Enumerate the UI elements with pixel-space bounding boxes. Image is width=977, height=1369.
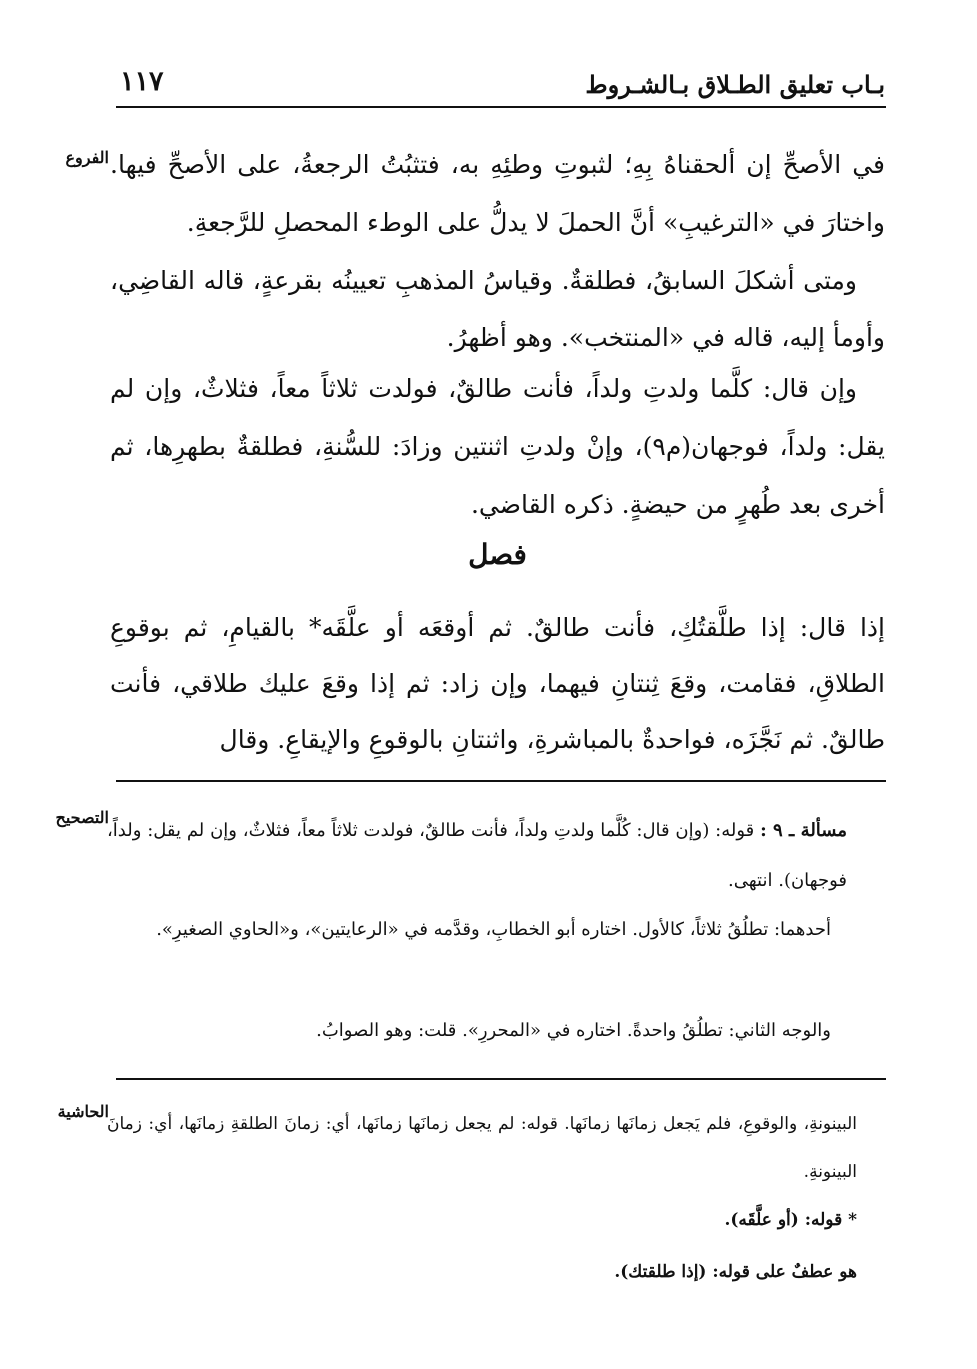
chapter-title: بـاب تعليق الطـلاق بـالشـروط [585, 70, 885, 99]
section-heading: فصل [468, 538, 527, 571]
header-divider [116, 106, 886, 108]
tashih-quote: قوله: (وإن قال: كُلَّما ولدتِ ولداً، فأنت طالقٌ، فولدت ثلاثاً معاً، فثلاثٌ، وإن لم يقل: ولداً، فوجهان). انتهى. [107, 820, 847, 891]
page-number: ١١٧ [120, 66, 164, 97]
label-hashiya: الحاشية [57, 1102, 109, 1121]
tashih-block-1 [107, 806, 847, 906]
label-furu: الفروع [65, 148, 109, 167]
tashih-line-1 [107, 806, 847, 906]
footnote-divider-2 [116, 1078, 886, 1080]
main-text-block-3 [110, 360, 885, 534]
hashiya-block-1 [107, 1100, 857, 1196]
hashiya-block-3 [107, 1252, 857, 1292]
main-paragraph-2: ومتى أشكلَ السابقُ، فطلقةٌ. وقياسُ المذهبِ تعيينُه بقرعةٍ، قاله القاضِي، وأومأ إليه، قاله في «المنتخب». وهو أظهرُ. [110, 266, 885, 352]
main-paragraph-4: إذا قال: إذا طلَّقتُكِ، فأنت طالقٌ. ثم أوقعَه أو علَّقَه* بالقيامِ، ثم بوقوعِ الطلاقِ، فقامت، وقعَ ثِنتانِ فيهما، وإن زاد: ثم إذا وقعَ عليك طلاقي، فأنت طالقٌ. ثم نَجَّزَه، فواحدةٌ بالمباشرةِ، واثنتانِ بالوقوعِ والإيقاعِ. وقال [110, 613, 885, 754]
footnote-divider-1 [116, 780, 886, 782]
tashih-issue-number: مسألة ـ ٩ : [760, 820, 847, 841]
main-paragraph-1: في الأصحِّ إن ألحقناهُ بِهِ؛ لثبوتِ وطئِهِ به، فتثبُتُ الرجعةُ، على الأصحِّ فيها. واختارَ في «الترغيبِ» أنَّ الحملَ لا يدلُّ على الوطء المحصلِ للرَّجعةِ. [110, 150, 885, 237]
main-paragraph-3: وإن قال: كلَّما ولدتِ ولداً، فأنت طالقٌ، فولدت ثلاثاً معاً، فثلاثٌ، وإن لم يقل: ولداً، فوجهان(م٩)، وإنْ ولدتِ اثنتين وزادَ: للسُّنةِ، فطلقةٌ بطهرِها، ثم أخرى بعد طُهرٍ من حيضةٍ. ذكره القاضي. [110, 374, 885, 519]
tashih-line-2: أحدهما: تطلُقُ ثلاثاً، كالأول. اختاره أبو الخطابِ، وقدَّمه في «الرعايتين»، و«الحاوي الصغيرِ». [156, 919, 831, 940]
label-tashih: التصحيح [55, 808, 109, 827]
hashiya-line-1: البينونةِ، والوقوعِ، فلم يَجعل زمانَها زمانَها. قوله: لم يجعل زمانَها زمانَها، أي: زمانَ الطلقةِ زمانَها، أي: زمانَ البينونةِ. [107, 1114, 857, 1182]
main-text-block-4 [110, 600, 885, 768]
tashih-line-3: والوجه الثاني: تطلُقُ واحدةً. اختاره في «المحررِ». قلت: وهو الصوابُ. [316, 1020, 831, 1041]
main-text-block-1 [110, 136, 885, 252]
hashiya-line-3: هو عطفٌ على قوله: (إذا طلقتك). [614, 1262, 857, 1282]
main-text-block-2 [110, 252, 885, 366]
hashiya-block-2 [107, 1200, 857, 1240]
tashih-block-3 [107, 1006, 847, 1056]
hashiya-line-2: * قوله: (أو علَّقَه). [724, 1210, 857, 1230]
tashih-block-2 [107, 904, 847, 956]
